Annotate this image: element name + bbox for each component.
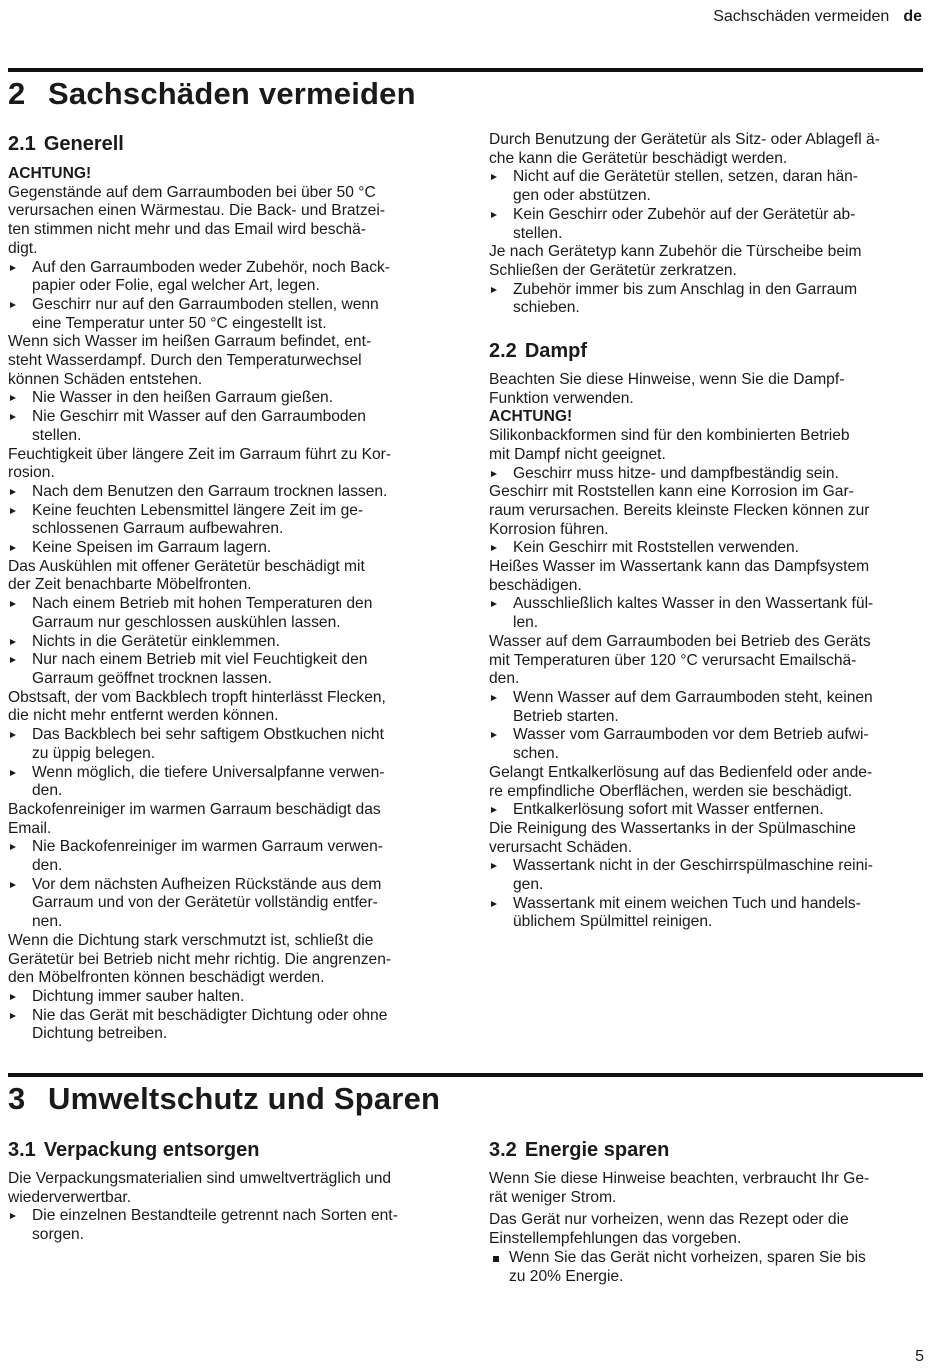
text-line: Heißes Wasser im Wassertank kann das Dampfsystem bbox=[489, 558, 870, 576]
text-line: der Zeit benachbarte Möbelfronten. bbox=[8, 576, 252, 594]
text-line: Gelangt Entkalkerlösung auf das Bedienfeld oder ande- bbox=[489, 763, 873, 781]
paragraph bbox=[489, 1211, 929, 1248]
paragraph bbox=[489, 764, 929, 801]
text-line: den. bbox=[32, 782, 63, 800]
bullet-item bbox=[489, 595, 929, 632]
text-line: mit Dampf nicht geeignet. bbox=[489, 445, 666, 463]
section-2-1-right-content bbox=[489, 131, 929, 318]
section-3-1-heading bbox=[8, 1138, 448, 1162]
text-line: Nie das Gerät mit beschädigter Dichtung oder ohne bbox=[32, 1006, 388, 1024]
bullet-item bbox=[8, 502, 448, 539]
bullet-item bbox=[8, 633, 448, 652]
page-number: 5 bbox=[915, 1348, 924, 1365]
paragraph bbox=[8, 932, 448, 988]
bullet-item bbox=[8, 408, 448, 445]
text-line: schieben. bbox=[513, 299, 580, 317]
text-line: Wenn Wasser auf dem Garraumboden steht, keinen bbox=[513, 688, 873, 706]
text-line: Korrosion führen. bbox=[489, 520, 609, 538]
text-line: Wasser auf dem Garraumboden bei Betrieb des Geräts bbox=[489, 632, 871, 650]
text-line: mit Temperaturen über 120 °C verursacht Emailschä- bbox=[489, 651, 857, 669]
chapter-2-number: 2 bbox=[8, 76, 26, 111]
text-line: den. bbox=[32, 857, 63, 875]
page-header bbox=[713, 8, 922, 26]
text-line: Garraum geöffnet trocknen lassen. bbox=[32, 669, 272, 687]
text-line: Betrieb starten. bbox=[513, 707, 619, 725]
text-line: Geschirr nur auf den Garraumboden stellen, wenn bbox=[32, 295, 379, 313]
text-line: Vor dem nächsten Aufheizen Rückstände aus dem bbox=[32, 875, 382, 893]
paragraph bbox=[8, 333, 448, 389]
bullet-item bbox=[489, 539, 929, 558]
chapter-3-title: Umweltschutz und Sparen bbox=[48, 1081, 441, 1116]
header-language: de bbox=[903, 8, 922, 25]
text-line: Keine feuchten Lebensmittel längere Zeit im ge- bbox=[32, 501, 364, 519]
paragraph bbox=[8, 446, 448, 483]
text-line: ten stimmen nicht mehr und das Email wird beschä- bbox=[8, 221, 366, 239]
text-line: Gegenstände auf dem Garraumboden bei über 50 °C bbox=[8, 183, 376, 201]
bullet-item bbox=[8, 389, 448, 408]
text-line: Die Reinigung des Wassertanks in der Spülmaschine bbox=[489, 819, 856, 837]
text-line: Die Verpackungsmaterialien sind umweltverträglich und bbox=[8, 1170, 392, 1187]
text-line: Nach einem Betrieb mit hohen Temperaturen den bbox=[32, 595, 373, 613]
text-line: Nach dem Benutzen den Garraum trocknen lassen. bbox=[32, 482, 388, 500]
text-line: Nicht auf die Gerätetür stellen, setzen, daran hän- bbox=[513, 168, 858, 186]
text-line: Das Auskühlen mit offener Gerätetür beschädigt mit bbox=[8, 557, 365, 575]
text-line: Wenn sich Wasser im heißen Garraum befindet, ent- bbox=[8, 333, 372, 351]
text-line: Nie Geschirr mit Wasser auf den Garraumboden bbox=[32, 408, 366, 426]
section-2-1-heading bbox=[8, 132, 448, 156]
section-3-2-title: Energie sparen bbox=[524, 1139, 670, 1161]
text-line: Wenn möglich, die tiefere Universalpfanne verwen- bbox=[32, 763, 385, 781]
intro-line: Funktion verwenden. bbox=[489, 389, 634, 407]
text-line: nen. bbox=[32, 913, 63, 931]
text-line: Kein Geschirr oder Zubehör auf der Gerätetür ab- bbox=[513, 205, 856, 223]
text-line: Wenn Sie diese Hinweise beachten, verbraucht Ihr Ge- bbox=[489, 1170, 870, 1187]
section-2-1-title: Generell bbox=[43, 133, 124, 155]
text-line: raum verursachen. Bereits kleinste Flecken können zur bbox=[489, 501, 870, 519]
text-line: Das Backblech bei sehr saftigem Obstkuchen nicht bbox=[32, 726, 384, 744]
text-line: Wenn Sie das Gerät nicht vorheizen, sparen Sie bis bbox=[509, 1248, 866, 1266]
paragraph bbox=[489, 820, 929, 857]
paragraph bbox=[8, 689, 448, 726]
text-line: Feuchtigkeit über längere Zeit im Garraum führt zu Kor- bbox=[8, 445, 392, 463]
bullet-item bbox=[8, 876, 448, 932]
text-line: können Schäden entstehen. bbox=[8, 370, 203, 388]
bullet-item bbox=[489, 281, 929, 318]
text-line: den Möbelfronten können beschädigt werden. bbox=[8, 969, 325, 987]
section-2-1-left-content bbox=[8, 184, 448, 1044]
bullet-item bbox=[489, 168, 929, 205]
section-3-1-title: Verpackung entsorgen bbox=[43, 1139, 260, 1161]
chapter-3-number: 3 bbox=[8, 1081, 26, 1116]
text-line: Geschirr muss hitze- und dampfbeständig sein. bbox=[513, 464, 839, 482]
section-3-1-number: 3.1 bbox=[8, 1139, 36, 1161]
text-line: Gerätetür bei Betrieb nicht mehr richtig. Die angrenzen- bbox=[8, 950, 392, 968]
section-2-2-content bbox=[489, 427, 929, 932]
intro-line: Beachten Sie diese Hinweise, wenn Sie die Dampf- bbox=[489, 371, 845, 389]
section-3-2-content bbox=[489, 1170, 929, 1286]
text-line: schen. bbox=[513, 745, 559, 763]
text-line: zu 20% Energie. bbox=[509, 1267, 624, 1285]
text-line: Wasser vom Garraumboden vor dem Betrieb aufwi- bbox=[513, 726, 869, 744]
text-line: rät weniger Strom. bbox=[489, 1188, 617, 1206]
text-line: Wenn die Dichtung stark verschmutzt ist, schließt die bbox=[8, 931, 374, 949]
bullet-item bbox=[489, 689, 929, 726]
section-3-2 bbox=[489, 1138, 929, 1286]
paragraph bbox=[489, 131, 929, 168]
text-line: Auf den Garraumboden weder Zubehör, noch Back- bbox=[32, 258, 391, 276]
text-line: papier oder Folie, egal welcher Art, legen. bbox=[32, 277, 320, 295]
text-line: sorgen. bbox=[32, 1226, 85, 1244]
text-line: Nie Wasser in den heißen Garraum gießen. bbox=[32, 389, 334, 407]
text-line: wiederverwertbar. bbox=[8, 1188, 132, 1206]
text-line: Kein Geschirr mit Roststellen verwenden. bbox=[513, 539, 800, 557]
bullet-item bbox=[8, 651, 448, 688]
text-line: Garraum und von der Gerätetür vollständig entfer- bbox=[32, 894, 378, 912]
text-line: Je nach Gerätetyp kann Zubehör die Türscheibe beim bbox=[489, 243, 862, 261]
paragraph bbox=[489, 427, 929, 464]
bullet-item bbox=[489, 465, 929, 484]
warning-label: ACHTUNG! bbox=[489, 408, 573, 426]
bullet-item bbox=[8, 726, 448, 763]
bullet-item bbox=[8, 1207, 448, 1244]
text-line: Schließen der Gerätetür zerkratzen. bbox=[489, 261, 737, 279]
section-3-2-number: 3.2 bbox=[489, 1139, 517, 1161]
section-2-2-heading bbox=[489, 339, 929, 363]
text-line: Email. bbox=[8, 819, 52, 837]
paragraph bbox=[489, 558, 929, 595]
paragraph bbox=[489, 483, 929, 539]
text-line: Nichts in die Gerätetür einklemmen. bbox=[32, 632, 280, 650]
chapter-2-rule bbox=[8, 68, 923, 72]
text-line: Wassertank nicht in der Geschirrspülmaschine reini- bbox=[513, 857, 873, 875]
bullet-item bbox=[489, 857, 929, 894]
text-line: Wassertank mit einem weichen Tuch und handels- bbox=[513, 894, 861, 912]
bullet-item bbox=[489, 206, 929, 243]
text-line: Einstellempfehlungen das vorgeben. bbox=[489, 1230, 742, 1248]
text-line: Backofenreiniger im warmen Garraum beschädigt das bbox=[8, 800, 381, 818]
text-line: Keine Speisen im Garraum lagern. bbox=[32, 539, 272, 557]
text-line: len. bbox=[513, 614, 539, 632]
section-3-2-heading bbox=[489, 1138, 929, 1162]
text-line: Das Gerät nur vorheizen, wenn das Rezept oder die bbox=[489, 1211, 849, 1229]
text-line: beschädigen. bbox=[489, 576, 582, 594]
section-2-2-intro bbox=[489, 371, 929, 408]
text-line: Entkalkerlösung sofort mit Wasser entfernen. bbox=[513, 801, 824, 819]
square-bullet-item bbox=[489, 1249, 929, 1286]
paragraph bbox=[8, 801, 448, 838]
bullet-item bbox=[8, 296, 448, 333]
section-2-2-number: 2.2 bbox=[489, 340, 517, 363]
bullet-item bbox=[8, 764, 448, 801]
text-line: den. bbox=[489, 670, 520, 688]
bullet-item bbox=[489, 726, 929, 763]
text-line: Silikonbackformen sind für den kombinierten Betrieb bbox=[489, 427, 850, 445]
text-line: üblichem Spülmittel reinigen. bbox=[513, 913, 713, 931]
text-line: zu üppig belegen. bbox=[32, 744, 156, 762]
right-column bbox=[489, 131, 929, 932]
text-line: Ausschließlich kaltes Wasser in den Wassertank fül- bbox=[513, 595, 874, 613]
text-line: die nicht mehr entfernt werden können. bbox=[8, 707, 279, 725]
section-2-1-number: 2.1 bbox=[8, 133, 36, 155]
bullet-item bbox=[8, 539, 448, 558]
text-line: re empfindliche Oberflächen, werden sie beschädigt. bbox=[489, 782, 853, 800]
text-line: Zubehör immer bis zum Anschlag in den Garraum bbox=[513, 280, 858, 298]
paragraph bbox=[8, 184, 448, 259]
paragraph bbox=[8, 1170, 448, 1207]
text-line: Obstsaft, der vom Backblech tropft hinterlässt Flecken, bbox=[8, 688, 386, 706]
warning-label: ACHTUNG! bbox=[8, 165, 92, 182]
text-line: digt. bbox=[8, 239, 38, 257]
text-line: eine Temperatur unter 50 °C eingestellt ist. bbox=[32, 314, 327, 332]
section-2-1-left-column bbox=[8, 132, 448, 1044]
bullet-item bbox=[8, 988, 448, 1007]
section-2-2-title: Dampf bbox=[524, 340, 588, 363]
section-3-1-content bbox=[8, 1170, 448, 1245]
text-line: Nur nach einem Betrieb mit viel Feuchtigkeit den bbox=[32, 651, 368, 669]
paragraph bbox=[489, 1170, 929, 1207]
text-line: Durch Benutzung der Gerätetür als Sitz- oder Ablagefl ä- bbox=[489, 131, 880, 148]
chapter-2-heading bbox=[8, 76, 416, 112]
paragraph bbox=[489, 633, 929, 689]
bullet-item bbox=[489, 801, 929, 820]
bullet-item bbox=[8, 838, 448, 875]
text-line: gen. bbox=[513, 876, 544, 894]
bullet-item bbox=[8, 259, 448, 296]
text-line: che kann die Gerätetür beschädigt werden. bbox=[489, 149, 788, 167]
text-line: rosion. bbox=[8, 464, 55, 482]
text-line: stellen. bbox=[513, 224, 563, 242]
text-line: Dichtung immer sauber halten. bbox=[32, 987, 245, 1005]
paragraph bbox=[8, 558, 448, 595]
paragraph bbox=[489, 243, 929, 280]
header-title: Sachschäden vermeiden bbox=[713, 8, 890, 25]
chapter-3-heading bbox=[8, 1081, 440, 1117]
bullet-item bbox=[8, 483, 448, 502]
text-line: gen oder abstützen. bbox=[513, 187, 651, 205]
chapter-3-rule bbox=[8, 1073, 923, 1077]
chapter-2-title: Sachschäden vermeiden bbox=[48, 76, 416, 111]
bullet-item bbox=[8, 1007, 448, 1044]
text-line: stellen. bbox=[32, 426, 82, 444]
section-3-1 bbox=[8, 1138, 448, 1245]
text-line: schlossenen Garraum aufbewahren. bbox=[32, 520, 284, 538]
text-line: Dichtung betreiben. bbox=[32, 1025, 168, 1043]
text-line: Garraum nur geschlossen auskühlen lassen. bbox=[32, 613, 341, 631]
text-line: Nie Backofenreiniger im warmen Garraum verwen- bbox=[32, 838, 383, 856]
bullet-item bbox=[489, 895, 929, 932]
text-line: steht Wasserdampf. Durch den Temperaturwechsel bbox=[8, 352, 362, 370]
text-line: Die einzelnen Bestandteile getrennt nach Sorten ent- bbox=[32, 1207, 398, 1225]
text-line: Geschirr mit Roststellen kann eine Korrosion im Gar- bbox=[489, 483, 854, 501]
text-line: verursachen einen Wärmestau. Die Back- und Bratzei- bbox=[8, 202, 386, 220]
text-line: verursacht Schäden. bbox=[489, 838, 633, 856]
bullet-item bbox=[8, 595, 448, 632]
